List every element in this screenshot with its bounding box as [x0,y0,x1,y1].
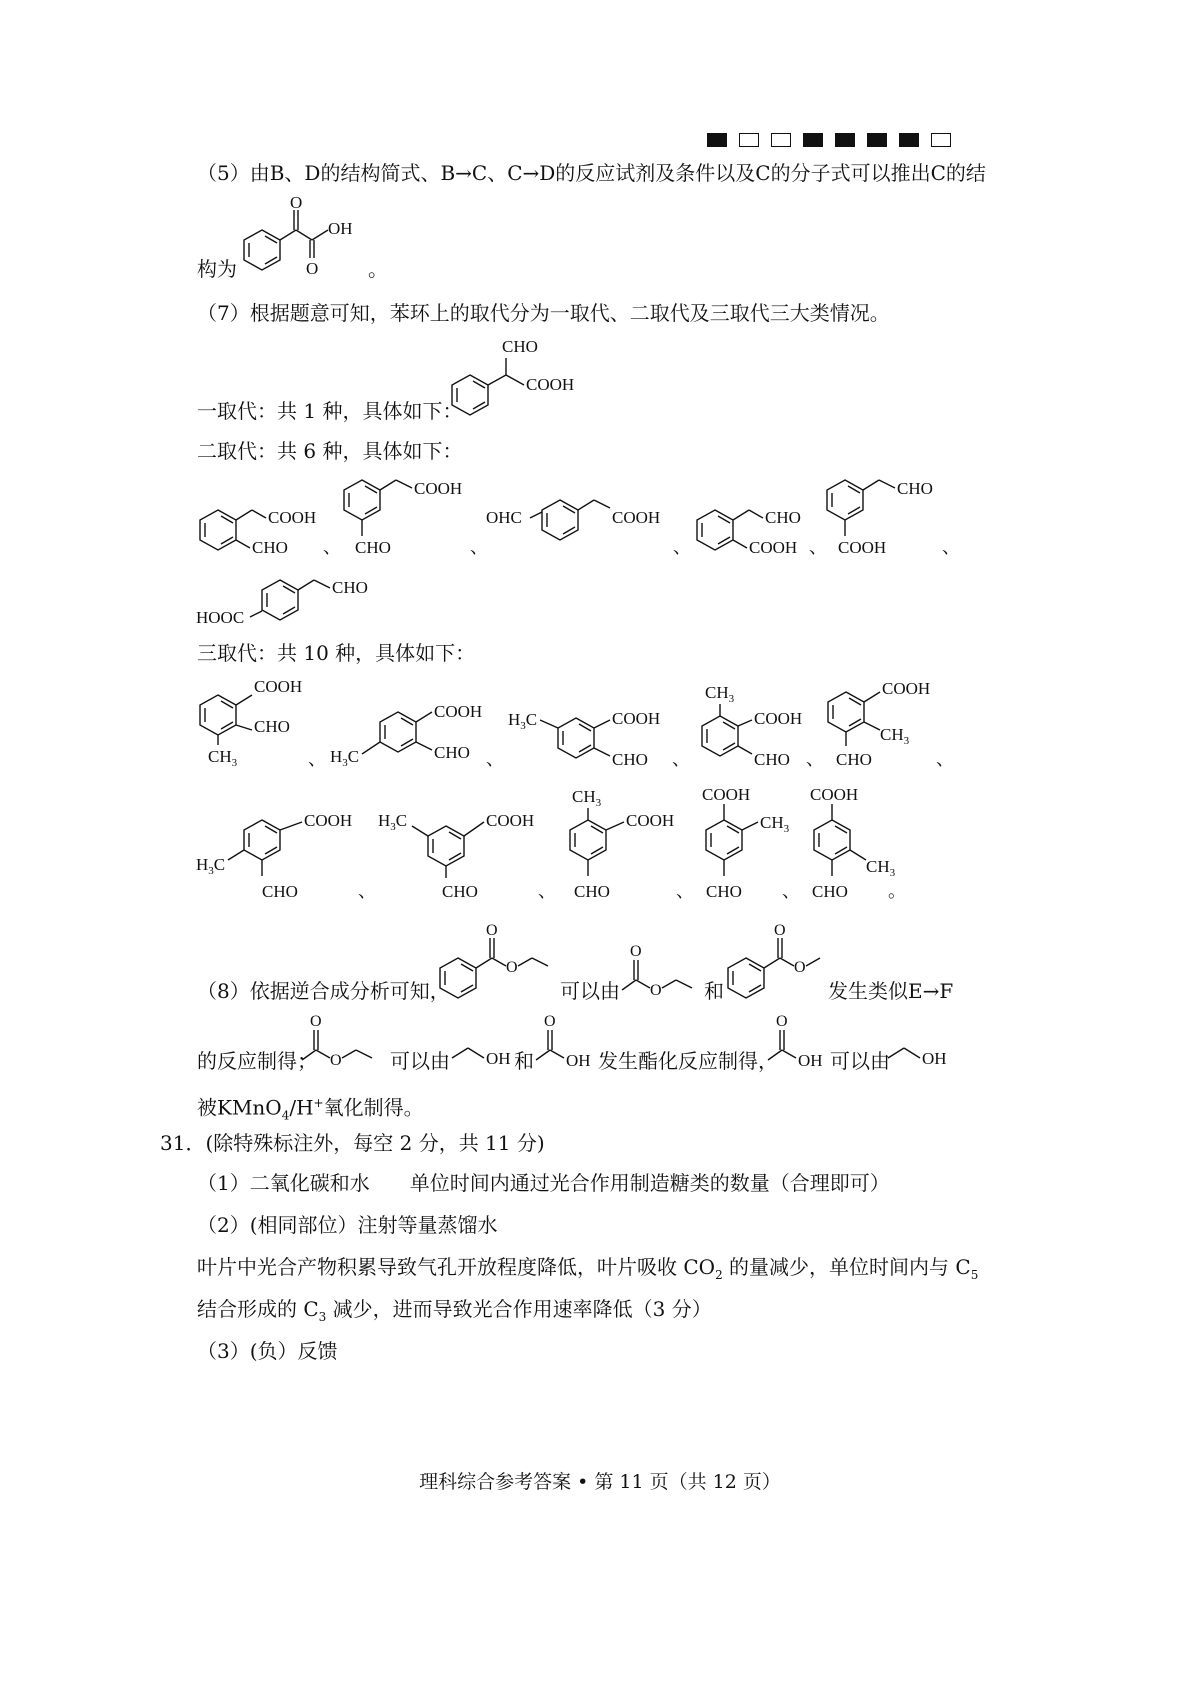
di-struct-2 [344,479,462,557]
q5-prefix: 构为 [197,257,237,281]
q8-methyl-benzoate [720,920,830,1000]
svg-text:CH3: $CH_3$ [760,813,790,835]
svg-text:HOOC: HOOC [196,608,245,627]
svg-text:COOH: COOH [304,811,353,830]
q8-acetic-acid-2 [766,1010,836,1072]
svg-text:CH3: $CH_3$ [866,857,896,879]
q5-oh: OH [328,219,353,238]
q5-o-bottom: O [306,259,319,278]
page-footer: 理科综合参考答案 • 第 11 页（共 12 页） [419,1471,781,1493]
svg-text:CHO: CHO [434,743,470,762]
q8-line2-a: 的反应制得； [197,1049,317,1073]
q8-ethanol [448,1030,518,1070]
q8-acetic-acid-1 [534,1010,604,1072]
q8-ester-2 [298,1010,398,1072]
q5-text: （5）由B、D的结构简式、B→C、C→D的反应试剂及条件以及C的分子式可以推出C的结 [197,161,986,185]
svg-text:O: O [650,982,662,999]
svg-text:CHO: CHO [442,882,478,901]
svg-text:CHO: CHO [812,882,848,901]
mark-empty [931,133,951,147]
svg-text:COOH: COOH [749,538,798,557]
svg-text:CHO: CHO [252,538,288,557]
svg-text:CHO: CHO [765,508,801,527]
svg-text:H3C: $H_3C$ [378,811,408,833]
tri-struct-10 [810,785,896,901]
svg-text:、: 、 [470,537,488,557]
svg-text:OH: OH [922,1049,947,1068]
mark-empty [739,133,759,147]
q8-line1-b: 可以由 [560,979,620,1003]
svg-text:O: O [774,922,786,939]
mark-filled [835,133,855,147]
tri-struct-9 [702,785,790,901]
q7-mono-label: 一取代：共 1 种，具体如下： [197,399,463,423]
tri-struct-3 [508,709,660,769]
mark-filled [803,133,823,147]
svg-text:O: O [630,943,642,960]
svg-text:H3C: $H_3C$ [508,710,538,732]
svg-text:CH3: $CH_3$ [572,787,602,809]
tri-struct-7 [378,811,534,901]
q8-ester-1 [618,940,718,1000]
svg-text:CHO: CHO [897,479,933,498]
svg-text:、: 、 [673,537,691,557]
mark-filled [899,133,919,147]
q8-line1-d: 发生类似E→F [828,979,954,1003]
q31-p3: 叶片中光合产物积累导致气孔开放程度降低，叶片吸收 $CO_2$ 的量减少，单位时间内与 $C_5$ [197,1255,979,1282]
svg-text:COOH: COOH [626,811,675,830]
svg-text:O: O [794,959,806,976]
svg-text:COOH: COOH [414,479,463,498]
svg-text:COOH: COOH [268,508,317,527]
svg-text:、: 、 [809,537,827,557]
svg-text:CHO: CHO [332,578,368,597]
q8-line2-d: 发生酯化反应制得， [598,1049,778,1073]
svg-text:CHO: CHO [754,750,790,769]
svg-text:、: 、 [308,749,326,769]
svg-text:COOH: COOH [810,785,859,804]
svg-text:、: 、 [486,749,504,769]
svg-text:、: 、 [806,749,824,769]
mark-empty [771,133,791,147]
q8-line1-a: （8）依据逆合成分析可知， [197,979,450,1003]
di-struct-1 [200,508,316,557]
svg-text:OH: OH [566,1051,591,1070]
svg-text:CHO: CHO [612,750,648,769]
svg-text:COOH: COOH [838,538,887,557]
svg-text:H3C: $H_3C$ [196,855,226,877]
q31-p4: 结合形成的 $C_3$ 减少，进而导致光合作用速率降低（3 分） [197,1297,712,1324]
q7-intro: （7）根据题意可知，苯环上的取代分为一取代、二取代及三取代三大类情况。 [197,301,890,325]
mark-filled [707,133,727,147]
q8-line1-c: 和 [704,979,724,1003]
svg-text:OH: OH [486,1049,511,1068]
q8-line2-e: 可以由 [830,1049,890,1073]
q7-tri-row1 [190,670,960,780]
di-struct-3 [486,500,660,540]
q7-tri-label: 三取代：共 10 种，具体如下： [197,641,476,665]
svg-text:O: O [776,1013,788,1030]
svg-text:COOH: COOH [486,811,535,830]
svg-text:、: 、 [358,881,376,901]
tri-struct-4 [702,683,802,769]
svg-text:。: 。 [888,881,906,901]
svg-text:COOH: COOH [434,702,483,721]
svg-text:O: O [330,1052,342,1069]
svg-text:COOH: COOH [702,785,751,804]
svg-text:CHO: CHO [355,538,391,557]
svg-text:O: O [486,922,498,939]
q7-di-label: 二取代：共 6 种，具体如下： [197,439,463,463]
svg-text:CHO: CHO [574,882,610,901]
tri-struct-8 [570,787,674,901]
svg-text:O: O [544,1013,556,1030]
q7-di-row2 [190,565,490,635]
svg-text:、: 、 [782,881,800,901]
q8-line2-c: 和 [514,1049,534,1073]
svg-text:OH: OH [798,1051,823,1070]
svg-text:、: 、 [676,881,694,901]
svg-text:、: 、 [942,537,960,557]
di-struct-5 [827,479,933,557]
q5-o-top: O [290,193,303,212]
q5-structure [230,190,370,280]
q7-mono-structure [440,330,600,430]
svg-text:CHO: CHO [262,882,298,901]
svg-text:COOH: COOH [612,709,661,728]
svg-text:CH3: $CH_3$ [208,747,238,769]
svg-text:、: 、 [672,749,690,769]
q31-p2: （2）(相同部位）注射等量蒸馏水 [197,1213,498,1237]
svg-text:、: 、 [538,881,556,901]
svg-text:COOH: COOH [612,508,661,527]
svg-text:O: O [506,959,518,976]
svg-text:CHO: CHO [254,717,290,736]
q31-p1: （1）二氧化碳和水 单位时间内通过光合作用制造糖类的数量（合理即可） [197,1171,890,1195]
svg-text:、: 、 [323,537,341,557]
q8-ethanol-2 [886,1030,956,1070]
tri-struct-1 [200,677,302,769]
q8-line3: 被KMnO$_4$/H+氧化制得。 [197,1095,424,1123]
q7-tri-row2 [190,780,910,910]
svg-text:H3C: $H_3C$ [330,747,360,769]
svg-text:、: 、 [936,749,954,769]
svg-text:CH3: $CH_3$ [880,725,910,747]
tri-struct-6 [196,811,352,901]
di-struct-4 [697,508,801,557]
q31-title: 31．(除特殊标注外，每空 2 分，共 11 分) [160,1131,545,1155]
q5-suffix: 。 [368,257,388,281]
q31-p5: （3）(负）反馈 [197,1339,338,1363]
svg-text:COOH: COOH [882,679,931,698]
q7-mono-cooh: COOH [526,375,575,394]
q7-di-row1 [190,470,960,570]
q8-line2-b: 可以由 [390,1049,450,1073]
tri-struct-2 [330,702,482,769]
svg-text:O: O [310,1013,322,1030]
svg-text:CH3: $CH_3$ [705,683,735,705]
mark-filled [867,133,887,147]
svg-text:OHC: OHC [486,508,522,527]
tri-struct-5 [828,679,930,769]
svg-text:CHO: CHO [706,882,742,901]
svg-text:CHO: CHO [836,750,872,769]
svg-text:COOH: COOH [754,709,803,728]
q7-mono-cho: CHO [502,337,538,356]
svg-text:COOH: COOH [254,677,303,696]
